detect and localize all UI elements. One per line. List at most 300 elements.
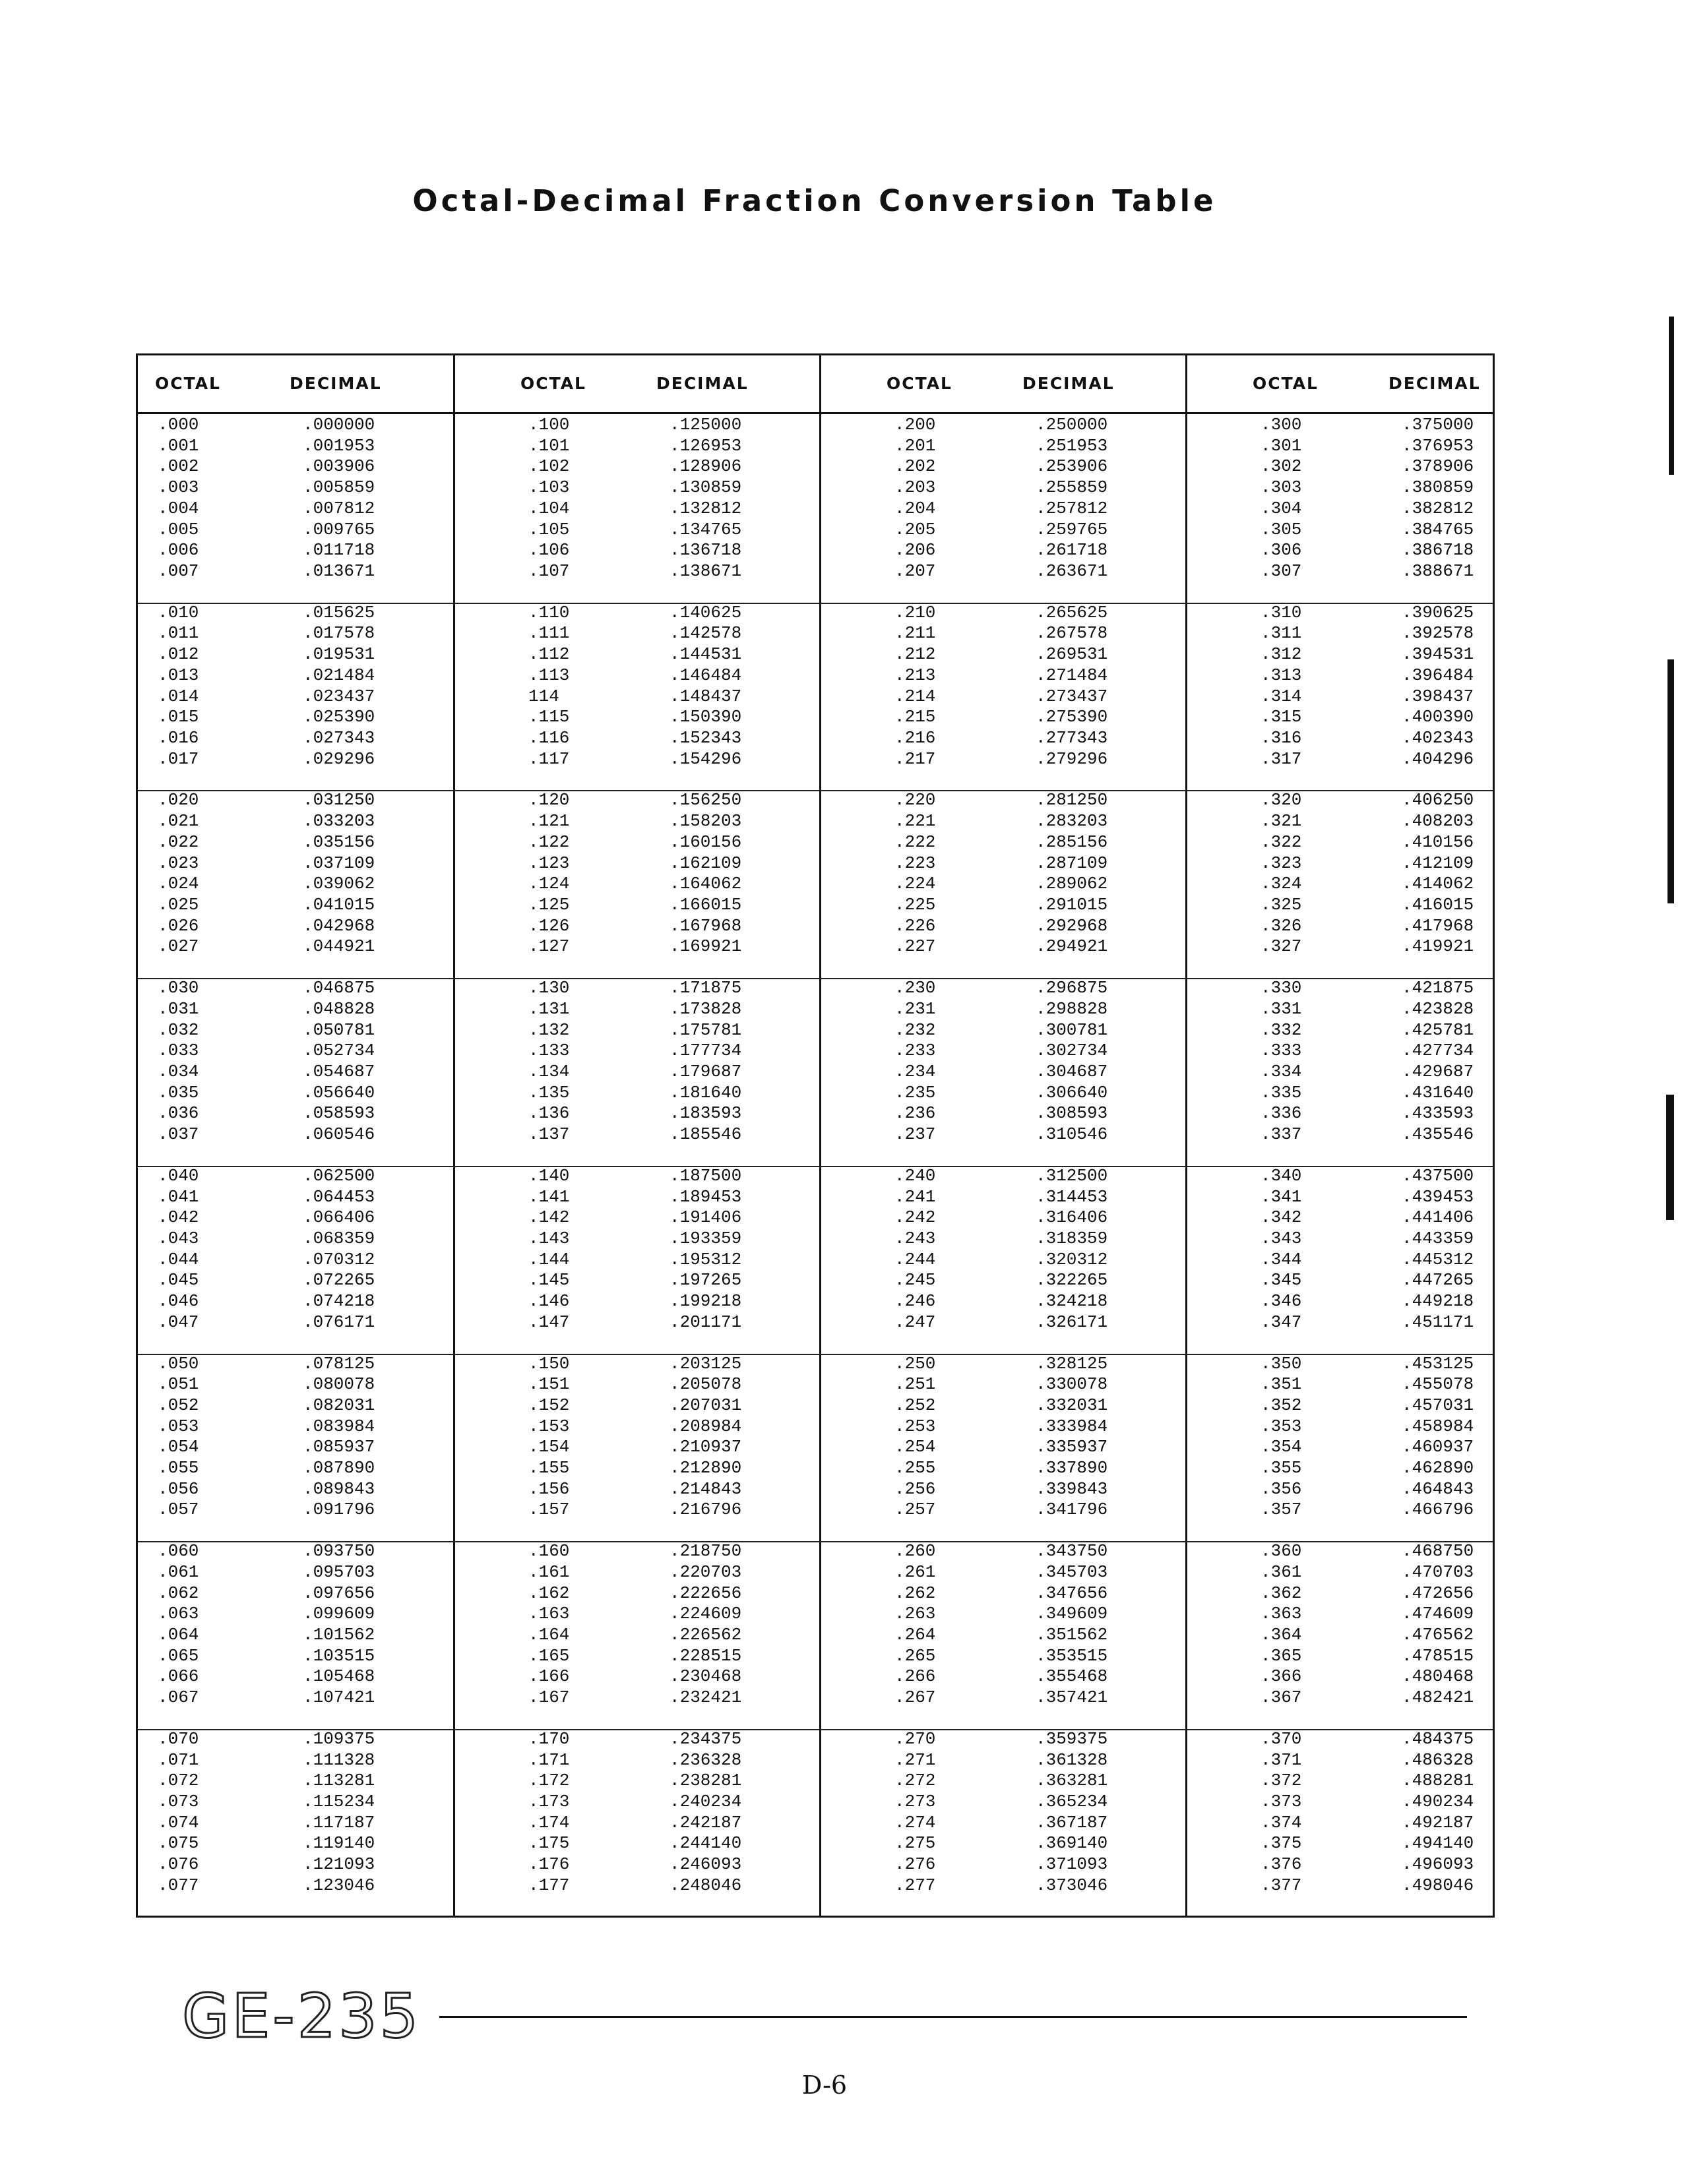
decimal-value: .218750 (670, 1541, 742, 1562)
decimal-value: .162109 (670, 853, 742, 873)
column-divider (819, 355, 821, 1916)
octal-value: .303 (1261, 477, 1302, 498)
decimal-value: .001953 (303, 435, 375, 456)
octal-value: .215 (894, 707, 936, 727)
octal-value: .252 (894, 1395, 936, 1415)
decimal-value: .132812 (670, 498, 742, 518)
decimal-value: .267578 (1036, 623, 1108, 644)
scan-edge-mark (1666, 1095, 1674, 1220)
decimal-value: .300781 (1036, 1019, 1108, 1040)
octal-value: .032 (158, 1019, 199, 1040)
octal-value: .350 (1261, 1353, 1302, 1374)
decimal-value: .472656 (1402, 1583, 1474, 1603)
octal-value: .173 (528, 1792, 570, 1811)
octal-value: .262 (894, 1583, 936, 1603)
octal-value: .311 (1261, 623, 1302, 644)
octal-value: .212 (894, 644, 936, 665)
decimal-value: .191406 (670, 1207, 742, 1228)
octal-value: .305 (1261, 519, 1302, 539)
octal-value: .153 (528, 1416, 570, 1436)
octal-value: .015 (158, 707, 199, 727)
octal-value: .304 (1261, 498, 1302, 518)
octal-value: .264 (894, 1625, 936, 1645)
octal-value: .214 (894, 686, 936, 706)
decimal-value: .091796 (303, 1500, 375, 1520)
octal-value: .035 (158, 1082, 199, 1103)
octal-value: .333 (1261, 1041, 1302, 1061)
decimal-value: .410156 (1402, 832, 1474, 852)
decimal-value: .212890 (670, 1458, 742, 1478)
decimal-value: .119140 (303, 1833, 375, 1854)
decimal-value: .078125 (303, 1353, 375, 1374)
decimal-value: .130859 (670, 477, 742, 498)
octal-value: .260 (894, 1541, 936, 1562)
octal-value: .104 (528, 498, 570, 518)
decimal-value: .136718 (670, 540, 742, 561)
decimal-value: .480468 (1402, 1666, 1474, 1687)
decimal-value: .447265 (1402, 1270, 1474, 1290)
octal-value: .203 (894, 477, 936, 498)
octal-value: .221 (894, 811, 936, 832)
octal-value: .206 (894, 540, 936, 561)
octal-value: .373 (1261, 1792, 1302, 1811)
octal-value: .121 (528, 811, 570, 832)
decimal-value: .146484 (670, 665, 742, 685)
decimal-value: .392578 (1402, 623, 1474, 644)
octal-value: .313 (1261, 665, 1302, 685)
decimal-value: .238281 (670, 1771, 742, 1791)
octal-value: .056 (158, 1478, 199, 1499)
octal-value: .367 (1261, 1687, 1302, 1708)
decimal-value: .121093 (303, 1854, 375, 1875)
decimal-value: .152343 (670, 727, 742, 748)
decimal-value: .457031 (1402, 1395, 1474, 1415)
decimal-value: .406250 (1402, 790, 1474, 810)
octal-value: .157 (528, 1500, 570, 1520)
decimal-value: .103515 (303, 1645, 375, 1666)
decimal-value: .451171 (1402, 1312, 1474, 1332)
decimal-value: .492187 (1402, 1812, 1474, 1833)
decimal-value: .083984 (303, 1416, 375, 1436)
decimal-value: .072265 (303, 1270, 375, 1290)
decimal-value: .324218 (1036, 1291, 1108, 1311)
decimal-value: .197265 (670, 1270, 742, 1290)
decimal-value: .382812 (1402, 498, 1474, 518)
decimal-value: .275390 (1036, 707, 1108, 727)
decimal-value: .023437 (303, 686, 375, 706)
octal-value: .007 (158, 561, 199, 581)
octal-value: .255 (894, 1458, 936, 1478)
decimal-value: .240234 (670, 1792, 742, 1811)
octal-value: .122 (528, 832, 570, 852)
decimal-value: .027343 (303, 727, 375, 748)
octal-value: .222 (894, 832, 936, 852)
octal-value: .324 (1261, 874, 1302, 894)
octal-value: .321 (1261, 811, 1302, 832)
octal-value: .077 (158, 1875, 199, 1895)
octal-value: .176 (528, 1854, 570, 1875)
decimal-value: .074218 (303, 1291, 375, 1311)
decimal-value: .468750 (1402, 1541, 1474, 1562)
decimal-value: .115234 (303, 1792, 375, 1811)
octal-value: .033 (158, 1041, 199, 1061)
octal-value: .327 (1261, 936, 1302, 957)
octal-value: .134 (528, 1061, 570, 1081)
octal-value: .323 (1261, 853, 1302, 873)
conversion-table (136, 353, 1495, 1918)
decimal-value: .330078 (1036, 1374, 1108, 1395)
octal-value: .263 (894, 1604, 936, 1624)
octal-value: .223 (894, 853, 936, 873)
decimal-value: .292968 (1036, 915, 1108, 936)
decimal-value: .148437 (670, 686, 742, 706)
decimal-value: .373046 (1036, 1875, 1108, 1895)
octal-value: .360 (1261, 1541, 1302, 1562)
decimal-value: .322265 (1036, 1270, 1108, 1290)
decimal-value: .154296 (670, 748, 742, 769)
decimal-value: .414062 (1402, 874, 1474, 894)
decimal-value: .269531 (1036, 644, 1108, 665)
octal-value: .071 (158, 1749, 199, 1770)
decimal-value: .101562 (303, 1625, 375, 1645)
decimal-value: .062500 (303, 1165, 375, 1186)
decimal-value: .183593 (670, 1103, 742, 1124)
octal-value: .240 (894, 1165, 936, 1186)
octal-value: .317 (1261, 748, 1302, 769)
decimal-value: .234375 (670, 1728, 742, 1749)
octal-value: .343 (1261, 1228, 1302, 1248)
octal-value: .004 (158, 498, 199, 518)
octal-value: .242 (894, 1207, 936, 1228)
octal-value: .116 (528, 727, 570, 748)
decimal-value: .279296 (1036, 748, 1108, 769)
decimal-value: .439453 (1402, 1186, 1474, 1207)
octal-value: .375 (1261, 1833, 1302, 1854)
decimal-value: .332031 (1036, 1395, 1108, 1415)
octal-value: .340 (1261, 1165, 1302, 1186)
octal-value: .261 (894, 1562, 936, 1582)
decimal-value: .089843 (303, 1478, 375, 1499)
decimal-value: .013671 (303, 561, 375, 581)
octal-value: .354 (1261, 1437, 1302, 1457)
octal-value: .030 (158, 978, 199, 998)
decimal-value: .294921 (1036, 936, 1108, 957)
decimal-value: .175781 (670, 1019, 742, 1040)
decimal-value: .498046 (1402, 1875, 1474, 1895)
decimal-value: .419921 (1402, 936, 1474, 957)
octal-value: .034 (158, 1061, 199, 1081)
decimal-value: .228515 (670, 1645, 742, 1666)
decimal-value: .095703 (303, 1562, 375, 1582)
decimal-value: .058593 (303, 1103, 375, 1124)
octal-value: .243 (894, 1228, 936, 1248)
decimal-value: .367187 (1036, 1812, 1108, 1833)
decimal-value: .169921 (670, 936, 742, 957)
octal-value: .210 (894, 602, 936, 622)
decimal-value: .128906 (670, 456, 742, 477)
octal-value: .133 (528, 1041, 570, 1061)
octal-value: .273 (894, 1792, 936, 1811)
page-number: D-6 (801, 2071, 848, 2100)
decimal-value: .177734 (670, 1041, 742, 1061)
decimal-value: .312500 (1036, 1165, 1108, 1186)
decimal-value: .216796 (670, 1500, 742, 1520)
octal-value: .053 (158, 1416, 199, 1436)
decimal-value: .429687 (1402, 1061, 1474, 1081)
decimal-value: .283203 (1036, 811, 1108, 832)
octal-value: .012 (158, 644, 199, 665)
octal-value: .376 (1261, 1854, 1302, 1875)
octal-value: .143 (528, 1228, 570, 1248)
decimal-value: .285156 (1036, 832, 1108, 852)
decimal-value: .033203 (303, 811, 375, 832)
header-decimal: DECIMAL (290, 374, 382, 393)
octal-value: .241 (894, 1186, 936, 1207)
octal-value: .362 (1261, 1583, 1302, 1603)
decimal-value: .296875 (1036, 978, 1108, 998)
octal-value: .041 (158, 1186, 199, 1207)
octal-value: .016 (158, 727, 199, 748)
octal-value: .377 (1261, 1875, 1302, 1895)
decimal-value: .000000 (303, 415, 375, 435)
octal-value: .365 (1261, 1645, 1302, 1666)
octal-value: .127 (528, 936, 570, 957)
octal-value: .267 (894, 1687, 936, 1708)
decimal-value: .203125 (670, 1353, 742, 1374)
octal-value: .011 (158, 623, 199, 644)
decimal-value: .462890 (1402, 1458, 1474, 1478)
decimal-value: .494140 (1402, 1833, 1474, 1854)
decimal-value: .230468 (670, 1666, 742, 1687)
decimal-value: .490234 (1402, 1792, 1474, 1811)
decimal-value: .195312 (670, 1249, 742, 1269)
decimal-value: .109375 (303, 1728, 375, 1749)
octal-value: .302 (1261, 456, 1302, 477)
octal-value: .277 (894, 1875, 936, 1895)
octal-value: .072 (158, 1771, 199, 1791)
decimal-value: .171875 (670, 978, 742, 998)
decimal-value: .369140 (1036, 1833, 1108, 1854)
decimal-value: .458984 (1402, 1416, 1474, 1436)
octal-value: .247 (894, 1312, 936, 1332)
decimal-value: .464843 (1402, 1478, 1474, 1499)
decimal-value: .017578 (303, 623, 375, 644)
decimal-value: .199218 (670, 1291, 742, 1311)
decimal-value: .265625 (1036, 602, 1108, 622)
decimal-value: .056640 (303, 1082, 375, 1103)
octal-value: .344 (1261, 1249, 1302, 1269)
decimal-value: .259765 (1036, 519, 1108, 539)
octal-value: .141 (528, 1186, 570, 1207)
octal-value: .353 (1261, 1416, 1302, 1436)
decimal-value: .064453 (303, 1186, 375, 1207)
octal-value: .167 (528, 1687, 570, 1708)
octal-value: .144 (528, 1249, 570, 1269)
octal-value: .014 (158, 686, 199, 706)
octal-value: .245 (894, 1270, 936, 1290)
octal-value: .137 (528, 1124, 570, 1144)
decimal-value: .488281 (1402, 1771, 1474, 1791)
decimal-value: .111328 (303, 1749, 375, 1770)
decimal-value: .246093 (670, 1854, 742, 1875)
octal-value: .224 (894, 874, 936, 894)
decimal-value: .427734 (1402, 1041, 1474, 1061)
decimal-value: .441406 (1402, 1207, 1474, 1228)
octal-value: .266 (894, 1666, 936, 1687)
octal-value: .363 (1261, 1604, 1302, 1624)
octal-value: .345 (1261, 1270, 1302, 1290)
decimal-value: .248046 (670, 1875, 742, 1895)
octal-value: .060 (158, 1541, 199, 1562)
octal-value: .145 (528, 1270, 570, 1290)
octal-value: .047 (158, 1312, 199, 1332)
decimal-value: .390625 (1402, 602, 1474, 622)
octal-value: .254 (894, 1437, 936, 1457)
octal-value: .051 (158, 1374, 199, 1395)
decimal-value: .314453 (1036, 1186, 1108, 1207)
decimal-value: .431640 (1402, 1082, 1474, 1103)
octal-value: .046 (158, 1291, 199, 1311)
decimal-value: .250000 (1036, 415, 1108, 435)
octal-value: .061 (158, 1562, 199, 1582)
decimal-value: .347656 (1036, 1583, 1108, 1603)
decimal-value: .310546 (1036, 1124, 1108, 1144)
octal-value: .150 (528, 1353, 570, 1374)
octal-value: .364 (1261, 1625, 1302, 1645)
decimal-value: .460937 (1402, 1437, 1474, 1457)
decimal-value: .054687 (303, 1061, 375, 1081)
octal-value: .204 (894, 498, 936, 518)
octal-value: .237 (894, 1124, 936, 1144)
decimal-value: .009765 (303, 519, 375, 539)
decimal-value: .220703 (670, 1562, 742, 1582)
octal-value: .020 (158, 790, 199, 810)
octal-value: .226 (894, 915, 936, 936)
decimal-value: .386718 (1402, 540, 1474, 561)
octal-value: .101 (528, 435, 570, 456)
octal-value: .347 (1261, 1312, 1302, 1332)
octal-value: .306 (1261, 540, 1302, 561)
decimal-value: .015625 (303, 602, 375, 622)
octal-value: .352 (1261, 1395, 1302, 1415)
footer-rule (439, 2016, 1467, 2018)
decimal-value: .396484 (1402, 665, 1474, 685)
decimal-value: .484375 (1402, 1728, 1474, 1749)
scan-edge-mark (1669, 317, 1674, 475)
decimal-value: .333984 (1036, 1416, 1108, 1436)
octal-value: .331 (1261, 998, 1302, 1019)
octal-value: .100 (528, 415, 570, 435)
octal-value: .250 (894, 1353, 936, 1374)
decimal-value: .007812 (303, 498, 375, 518)
octal-value: .065 (158, 1645, 199, 1666)
decimal-value: .371093 (1036, 1854, 1108, 1875)
octal-value: .253 (894, 1416, 936, 1436)
octal-value: .332 (1261, 1019, 1302, 1040)
octal-value: .027 (158, 936, 199, 957)
octal-value: .315 (1261, 707, 1302, 727)
octal-value: .172 (528, 1771, 570, 1791)
octal-value: .366 (1261, 1666, 1302, 1687)
octal-value: .025 (158, 894, 199, 915)
decimal-value: .433593 (1402, 1103, 1474, 1124)
decimal-value: .031250 (303, 790, 375, 810)
octal-value: .110 (528, 602, 570, 622)
octal-value: .155 (528, 1458, 570, 1478)
octal-value: .037 (158, 1124, 199, 1144)
octal-value: .325 (1261, 894, 1302, 915)
decimal-value: .255859 (1036, 477, 1108, 498)
decimal-value: .476562 (1402, 1625, 1474, 1645)
octal-value: .232 (894, 1019, 936, 1040)
decimal-value: .298828 (1036, 998, 1108, 1019)
octal-value: .225 (894, 894, 936, 915)
header-octal: OCTAL (520, 374, 586, 393)
decimal-value: .070312 (303, 1249, 375, 1269)
octal-value: .002 (158, 456, 199, 477)
decimal-value: .291015 (1036, 894, 1108, 915)
octal-value: .115 (528, 707, 570, 727)
octal-value: .356 (1261, 1478, 1302, 1499)
decimal-value: .308593 (1036, 1103, 1108, 1124)
decimal-value: .455078 (1402, 1374, 1474, 1395)
octal-value: .200 (894, 415, 936, 435)
decimal-value: .244140 (670, 1833, 742, 1854)
decimal-value: .185546 (670, 1124, 742, 1144)
decimal-value: .421875 (1402, 978, 1474, 998)
decimal-value: .470703 (1402, 1562, 1474, 1582)
octal-value: .202 (894, 456, 936, 477)
octal-value: .171 (528, 1749, 570, 1770)
octal-value: .220 (894, 790, 936, 810)
octal-value: .044 (158, 1249, 199, 1269)
octal-value: .251 (894, 1374, 936, 1395)
octal-value: .307 (1261, 561, 1302, 581)
octal-value: .162 (528, 1583, 570, 1603)
octal-value: .274 (894, 1812, 936, 1833)
decimal-value: .011718 (303, 540, 375, 561)
decimal-value: .134765 (670, 519, 742, 539)
column-divider (1185, 355, 1187, 1916)
octal-value: .151 (528, 1374, 570, 1395)
header-decimal: DECIMAL (1388, 374, 1481, 393)
decimal-value: .060546 (303, 1124, 375, 1144)
octal-value: .217 (894, 748, 936, 769)
octal-value: .230 (894, 978, 936, 998)
decimal-value: .318359 (1036, 1228, 1108, 1248)
header-decimal: DECIMAL (1022, 374, 1115, 393)
octal-value: .125 (528, 894, 570, 915)
decimal-value: .099609 (303, 1604, 375, 1624)
octal-value: .074 (158, 1812, 199, 1833)
octal-value: .330 (1261, 978, 1302, 998)
octal-value: .142 (528, 1207, 570, 1228)
octal-value: .341 (1261, 1186, 1302, 1207)
octal-value: .246 (894, 1291, 936, 1311)
decimal-value: .394531 (1402, 644, 1474, 665)
octal-value: .265 (894, 1645, 936, 1666)
decimal-value: .093750 (303, 1541, 375, 1562)
octal-value: .205 (894, 519, 936, 539)
decimal-value: .466796 (1402, 1500, 1474, 1520)
octal-value: .050 (158, 1353, 199, 1374)
octal-value: .231 (894, 998, 936, 1019)
header-octal: OCTAL (1253, 374, 1319, 393)
decimal-value: .273437 (1036, 686, 1108, 706)
decimal-value: .173828 (670, 998, 742, 1019)
octal-value: .244 (894, 1249, 936, 1269)
octal-value: .161 (528, 1562, 570, 1582)
